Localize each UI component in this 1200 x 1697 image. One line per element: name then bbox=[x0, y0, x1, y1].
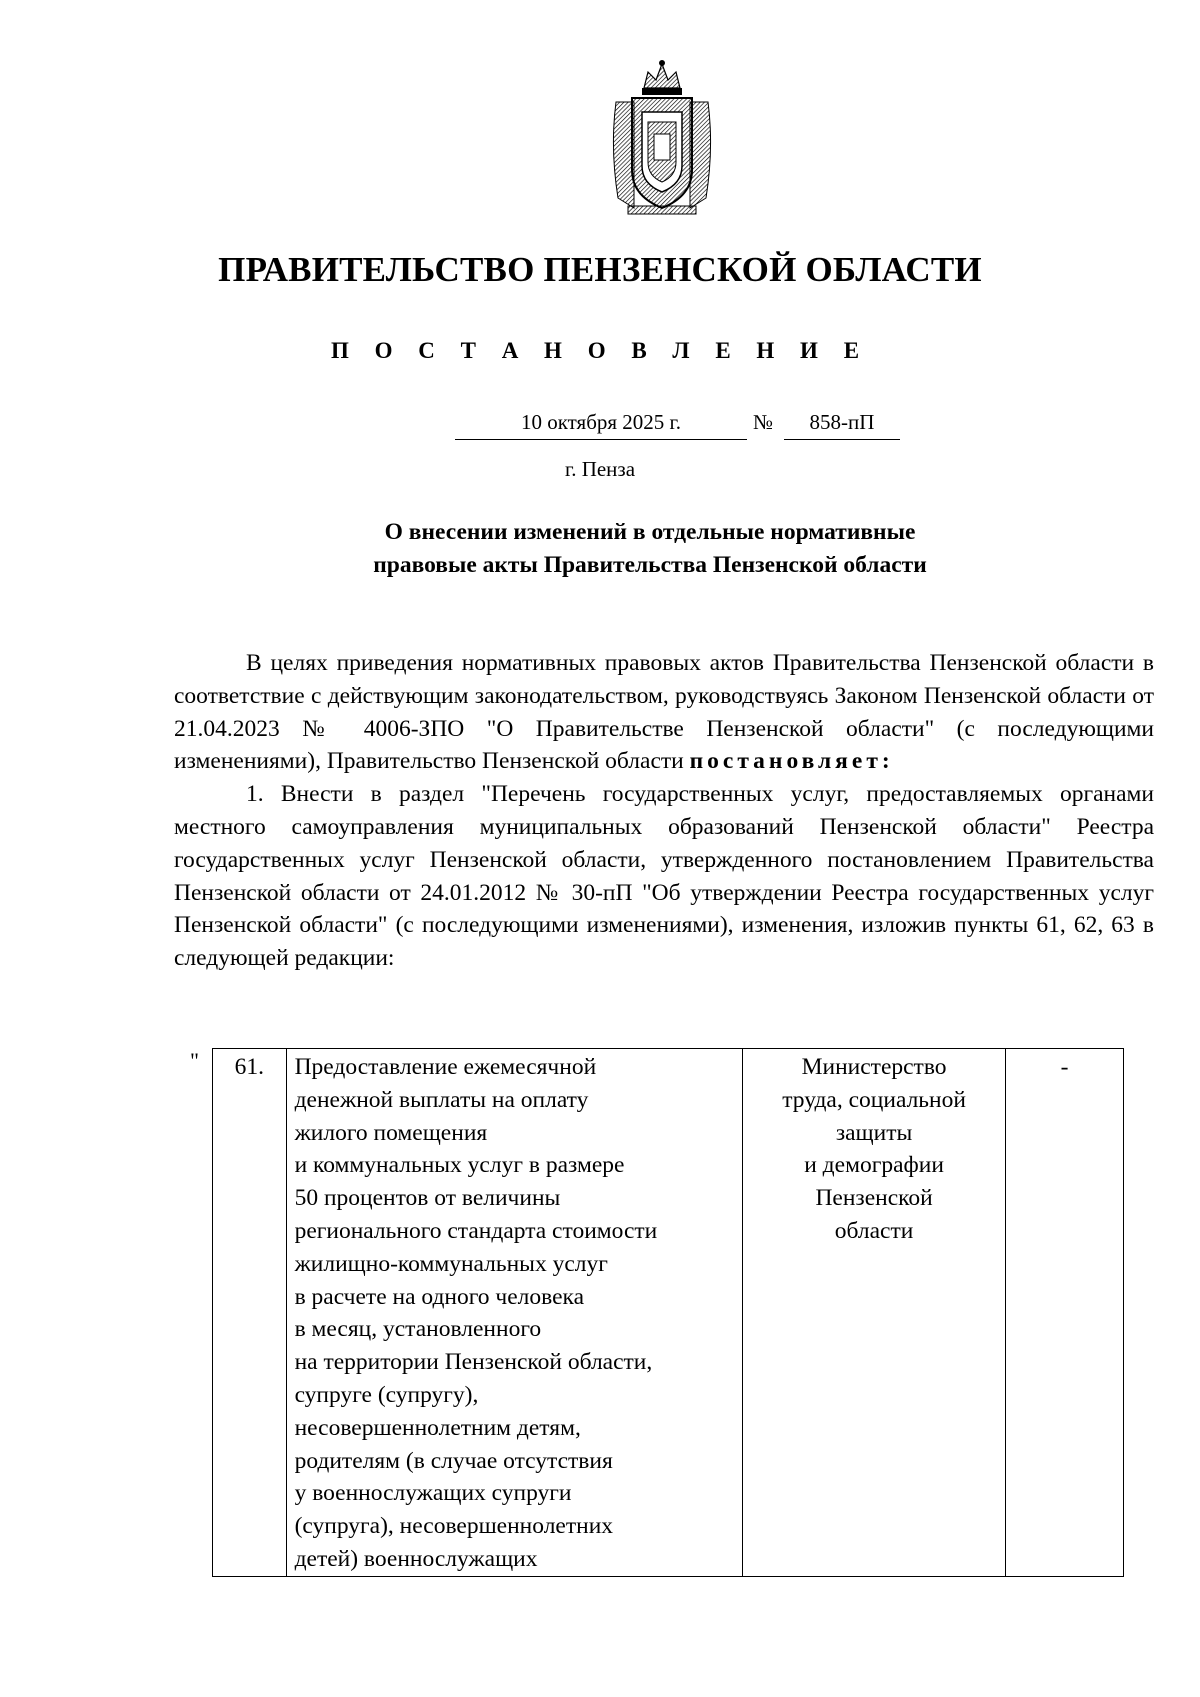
authority-line: труда, социальной bbox=[782, 1086, 966, 1113]
item-1-paragraph: 1. Внести в раздел "Перечень государственных услуг, предоставляемых органами местного самоуправления муниципальных образований Пензенской области" Реестра государственных услуг Пензенской области, утвержденного постановлением Правительства Пензенской области от 24.01.2012 № 30-пП "Об утверждении Реестра государственных услуг Пензенской области" (с последующими изменениями), изменения, изложив пункты 61, 62, 63 в следующей редакции: bbox=[174, 781, 1154, 972]
service-name-line: жилищно-коммунальных услуг bbox=[294, 1250, 608, 1277]
service-name-line: супруге (супругу), bbox=[294, 1381, 479, 1408]
document-subject bbox=[300, 516, 1000, 582]
authority-line: и демографии bbox=[804, 1152, 944, 1179]
service-name-line: и коммунальных услуг в размере bbox=[294, 1152, 625, 1179]
item-number-cell: 61. bbox=[213, 1049, 287, 1577]
service-name-line: несовершеннолетним детям, bbox=[294, 1414, 581, 1441]
number-sign: № bbox=[752, 410, 774, 434]
service-name-line: Предоставление ежемесячной bbox=[294, 1054, 597, 1080]
resolves-word: постановляет: bbox=[689, 748, 894, 775]
service-name-line: в расчете на одного человека bbox=[294, 1283, 585, 1310]
document-city: г. Пенза bbox=[564, 457, 636, 481]
opening-quote: " bbox=[190, 1048, 199, 1073]
service-name-line: денежной выплаты на оплату bbox=[294, 1086, 589, 1113]
service-name-line: 50 процентов от величины bbox=[294, 1185, 561, 1212]
authority-line: защиты bbox=[835, 1119, 913, 1146]
service-name-line: в месяц, установленного bbox=[294, 1316, 542, 1343]
subject-line: О внесении изменений в отдельные нормативные bbox=[384, 519, 916, 545]
preamble-paragraph bbox=[174, 647, 1154, 778]
service-name-cell bbox=[286, 1049, 743, 1577]
service-name-line: у военнослужащих супруги bbox=[294, 1480, 572, 1507]
service-name-line: регионального стандарта стоимости bbox=[294, 1217, 658, 1244]
document-body bbox=[174, 647, 1154, 975]
coat-of-arms-emblem bbox=[604, 58, 720, 218]
organization-title: ПРАВИТЕЛЬСТВО ПЕНЗЕНСКОЙ ОБЛАСТИ bbox=[218, 250, 982, 289]
document-number: 858-пП bbox=[784, 410, 900, 440]
authority-line: Пензенской bbox=[815, 1185, 933, 1212]
services-table bbox=[212, 1048, 1124, 1577]
document-date: 10 октября 2025 г. bbox=[455, 410, 747, 440]
table-row bbox=[213, 1049, 1124, 1577]
authority-cell bbox=[743, 1049, 1006, 1577]
service-name-line: жилого помещения bbox=[294, 1119, 488, 1146]
extra-cell: - bbox=[1006, 1049, 1124, 1577]
document-type: П О С Т А Н О В Л Е Н И Е bbox=[330, 338, 870, 363]
authority-line: области bbox=[834, 1217, 914, 1244]
service-name-line: на территории Пензенской области, bbox=[294, 1349, 653, 1376]
service-name-line: детей) военнослужащих bbox=[294, 1545, 538, 1572]
service-name-line: родителям (в случае отсутствия bbox=[294, 1447, 613, 1474]
preamble-text: В целях приведения нормативных правовых актов Правительства Пензенской области в соответствие с действующим законодательством, руководствуясь Законом Пензенской области от 21.04.2023 № 4006-ЗПО "О Правительстве Пензенской области" (с последующими изменениями), Правительство Пензенской области bbox=[174, 650, 1154, 775]
service-name-line: (супруга), несовершеннолетних bbox=[294, 1513, 614, 1540]
authority-line: Министерство bbox=[801, 1054, 947, 1080]
subject-line: правовые акты Правительства Пензенской области bbox=[373, 552, 927, 578]
